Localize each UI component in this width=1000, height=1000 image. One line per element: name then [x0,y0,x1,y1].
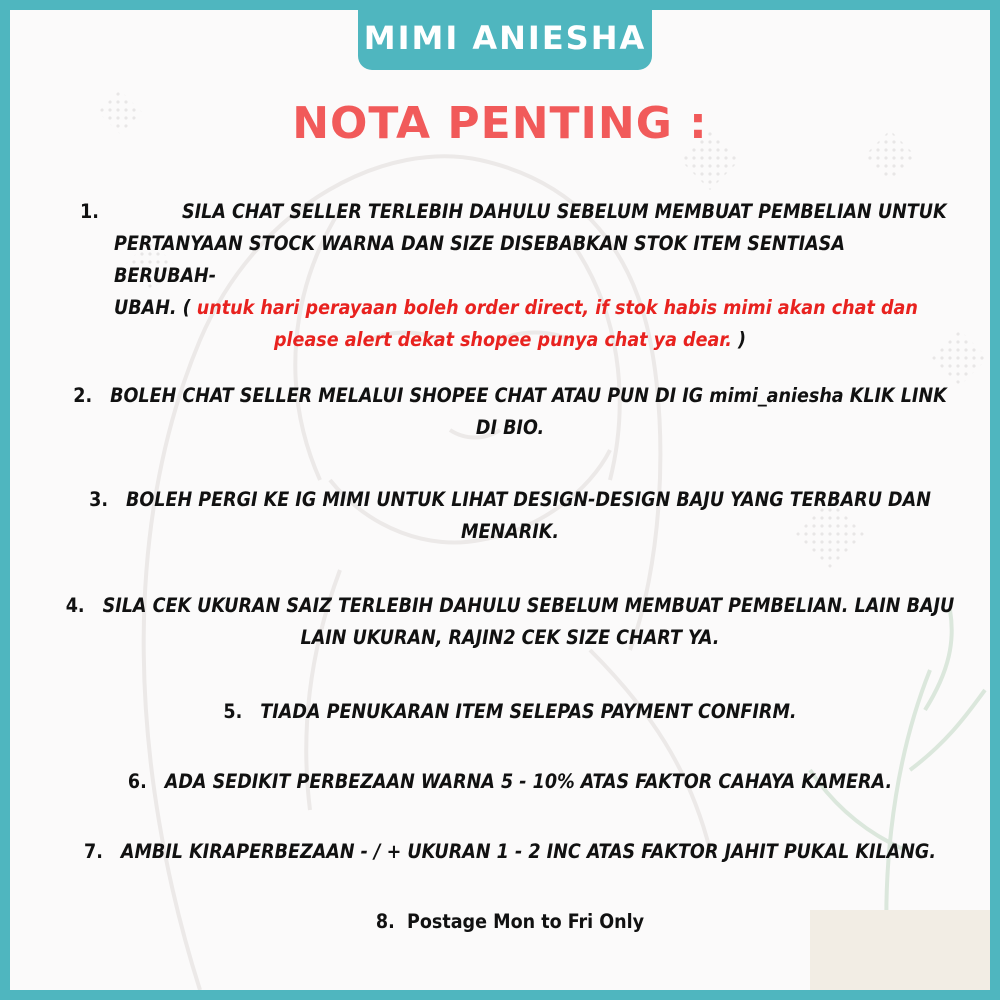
note-number: 7. [84,840,103,863]
note-text: SILA CEK UKURAN SAIZ TERLEBIH DAHULU SEBELUM MEMBUAT PEMBELIAN. LAIN BAJU [102,594,955,617]
page-title: NOTA PENTING : [292,98,708,149]
note-number: 3. [89,488,108,511]
note-text-line: MENARIK. [460,520,559,543]
note-item-1 [70,196,950,356]
note-text: BOLEH PERGI KE IG MIMI UNTUK LIHAT DESIGN-DESIGN BAJU YANG TERBARU DAN [126,488,931,511]
note-number: 1. [80,200,99,223]
note-number: 2. [73,384,93,407]
note-text-line: SILA CHAT SELLER TERLEBIH DAHULU SEBELUM MEMBUAT PEMBELIAN UNTUK [182,200,947,223]
note-text-line [50,484,970,516]
note-text: Postage Mon to Fri Only [406,910,645,933]
note-item-7 [50,836,970,868]
note-text-line [50,836,970,868]
note-item-3 [50,484,970,548]
notes-list [10,10,990,990]
note-text-line [50,906,970,938]
note-text-line: LAIN UKURAN, RAJIN2 CEK SIZE CHART YA. [300,626,720,649]
note-item-4 [40,590,980,654]
note-text: ) [737,328,747,351]
note-number: 4. [65,594,85,617]
note-text-line [70,324,950,356]
note-number: 6. [127,770,147,793]
note-highlight-text: please alert dekat shopee punya chat ya dear. [273,328,732,351]
note-text: UBAH. ( [114,296,191,319]
note-item-8 [50,906,970,938]
note-item-6 [50,766,970,798]
note-text-line [50,380,970,412]
note-text-line [50,696,970,728]
note-text: ADA SEDIKIT PERBEZAAN WARNA 5 - 10% ATAS FAKTOR CAHAYA KAMERA. [164,770,893,793]
note-text: TIADA PENUKARAN ITEM SELEPAS PAYMENT CONFIRM. [260,700,797,723]
note-text: BOLEH CHAT SELLER MELALUI SHOPEE CHAT ATAU PUN DI IG mimi_aniesha KLIK LINK [110,384,947,407]
note-item-2 [50,380,970,444]
note-text-line [50,766,970,798]
note-text-line: PERTANYAAN STOCK WARNA DAN SIZE DISEBABKAN STOK ITEM SENTIASA BERUBAH- [114,232,845,287]
note-text-line: DI BIO. [475,416,545,439]
note-number: 8. [375,910,395,933]
note-item-5 [50,696,970,728]
brand-name: MIMI ANIESHA [363,19,647,57]
note-highlight-text: untuk hari perayaan boleh order direct, if stok habis mimi akan chat dan [196,296,918,319]
note-number: 5. [223,700,243,723]
note-text-line [114,292,950,324]
note-text: AMBIL KIRAPERBEZAAN - / + UKURAN 1 - 2 INC ATAS FAKTOR JAHIT PUKAL KILANG. [120,840,936,863]
note-text-line [40,590,980,622]
